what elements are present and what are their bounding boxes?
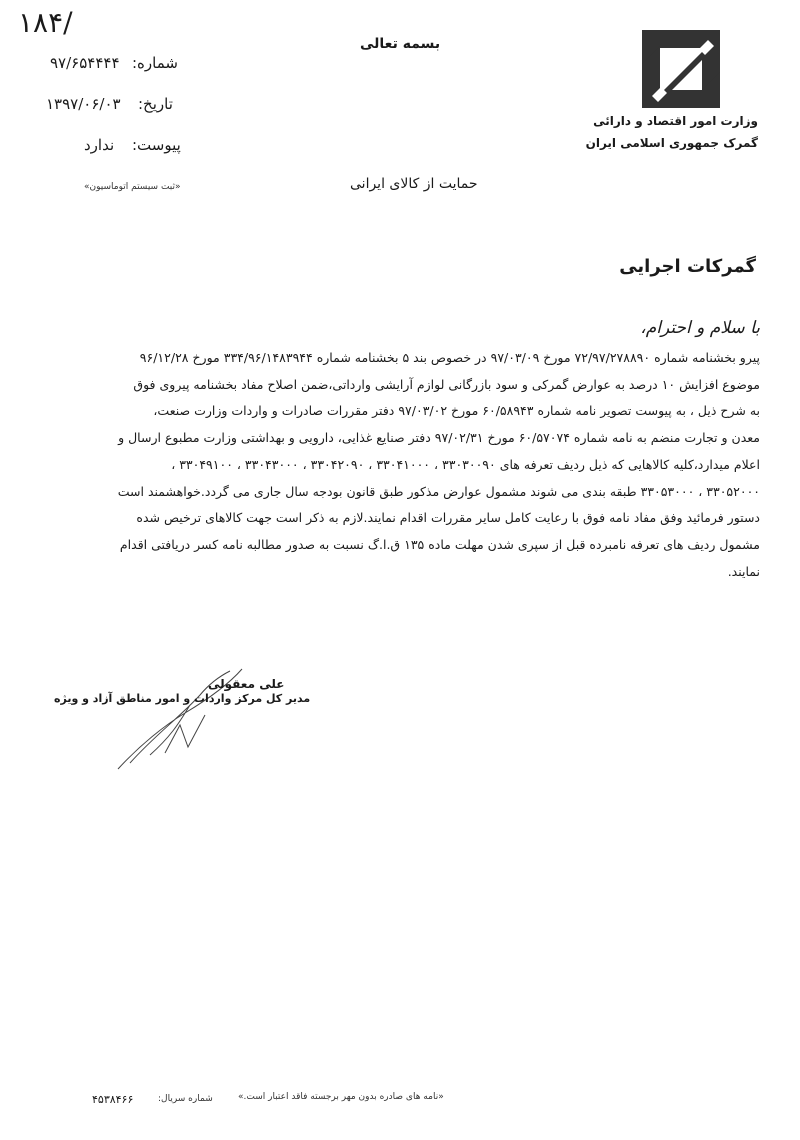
serial-value: ۴۵۳۸۴۶۶ [92, 1093, 134, 1106]
handwritten-number: ۱۸۴/ [18, 6, 73, 39]
customs-name: گمرک جمهوری اسلامی ایران [585, 136, 758, 150]
attachment-label: پیوست: [132, 136, 181, 154]
number-label: شماره: [132, 54, 178, 72]
attachment-value: ندارد [84, 136, 115, 154]
body-line: دستور فرمائید وفق مفاد نامه فوق با رعایت کامل سایر مقررات اقدام نمایند.لازم به ذکر است جهت کالاهای ترخیص شده [136, 510, 760, 526]
body-line: نمایند. [727, 563, 760, 579]
body-line: به شرح ذیل ، به پیوست تصویر نامه شماره ۶۰/۵۸۹۴۳ مورخ ۹۷/۰۳/۰۲ دفتر مقررات صادرات و واردات وزارت صنعت، [153, 403, 760, 419]
body-line: اعلام میدارد،کلیه کالاهایی که ذیل ردیف تعرفه های ۳۳۰۳۰۰۹۰ ، ۳۳۰۴۱۰۰۰ ، ۳۳۰۴۲۰۹۰ ، ۳۳۰۴۳۰۰۰ ، ۳۳۰۴۹۱۰۰ ، [171, 456, 760, 472]
footer-note: «نامه های صادره بدون مهر برجسته فاقد اعتبار است.» [238, 1092, 444, 1102]
body-line: ۳۳۰۵۲۰۰۰ ، ۳۳۰۵۳۰۰۰ طبقه بندی می شوند مشمول عوارض مذکور طبق قانون بودجه سال جاری می گردد.خواهشمند است [117, 483, 760, 499]
slogan: حمایت از کالای ایرانی [350, 176, 478, 192]
recipient-heading: گمرکات اجرایی [619, 256, 756, 277]
body-line: موضوع افزایش ۱۰ درصد به عوارض گمرکی و سود بازرگانی لوازم آرایشی وارداتی،ضمن اصلاح مفاد بخشنامه پیروی فوق [133, 376, 760, 392]
date-label: تاریخ: [138, 95, 173, 113]
bismillah-heading: بسمه تعالی [360, 36, 441, 52]
letter-body [38, 345, 760, 585]
signer-name: علی معقولی [208, 677, 285, 691]
body-line: مشمول ردیف های تعرفه نامبرده قبل از سپری شدن مهلت ماده ۱۳۵ ق.ا.گ نسبت به صدور مطالبه نامه کسر دریافتی اقدام [119, 536, 760, 552]
serial-label: شماره سریال: [158, 1094, 213, 1104]
body-line: معدن و تجارت منضم به نامه شماره ۶۰/۵۷۰۷۴ مورخ ۹۷/۰۲/۳۱ دفتر صنایع غذایی، دارویی و بهداشتی وزارت مطبوع ارسال و [118, 430, 760, 446]
ministry-name: وزارت امور اقتصاد و دارائی [593, 114, 758, 128]
number-value: ۹۷/۶۵۴۴۴۴ [50, 54, 120, 72]
automation-note: «ثبت سیستم اتوماسیون» [84, 182, 181, 192]
signer-title: مدیر کل مرکز واردات و امور مناطق آزاد و ویژه [54, 692, 311, 705]
customs-logo-icon [642, 30, 720, 108]
date-value: ۱۳۹۷/۰۶/۰۳ [46, 95, 121, 113]
salutation: با سلام و احترام، [640, 318, 760, 338]
body-line: پیرو بخشنامه شماره ۷۲/۹۷/۲۷۸۸۹۰ مورخ ۹۷/۰۳/۰۹ در خصوص بند ۵ بخشنامه شماره ۳۳۴/۹۶/۱۴۸۳۹۴۴ مورخ ۹۶/۱۲/۲۸ [139, 350, 760, 365]
